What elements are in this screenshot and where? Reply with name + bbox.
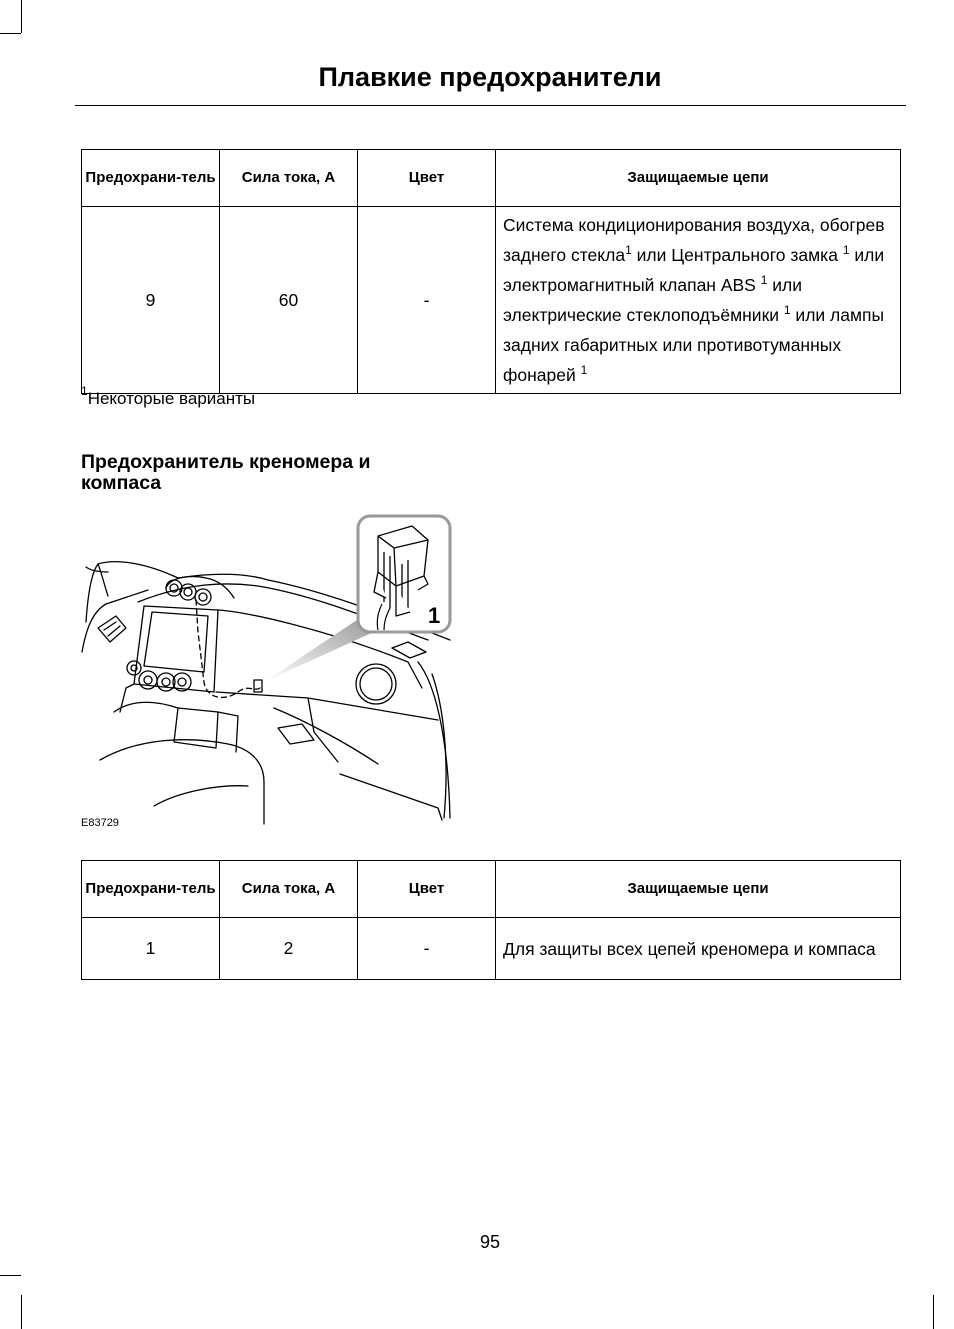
header-circuits: Защищаемые цепи bbox=[496, 150, 901, 207]
header-color: Цвет bbox=[358, 861, 496, 918]
crop-mark bbox=[0, 33, 21, 34]
header-circuits: Защищаемые цепи bbox=[496, 861, 901, 918]
crop-mark bbox=[0, 1275, 21, 1276]
crop-mark bbox=[933, 1295, 934, 1329]
footnote-ref: 1 bbox=[760, 273, 768, 287]
cell-fuse: 1 bbox=[82, 918, 220, 980]
header-current: Сила тока, А bbox=[220, 861, 358, 918]
figure-code: E83729 bbox=[81, 817, 119, 829]
footnote-ref: 1 bbox=[842, 243, 850, 257]
footnote-marker: 1 bbox=[81, 384, 88, 398]
section-heading: Предохранитель креномера и компаса bbox=[81, 451, 371, 494]
footnote-ref: 1 bbox=[625, 243, 632, 257]
cell-color: - bbox=[358, 207, 496, 394]
circuits-text: Система кондиционирования воздуха, обогрев заднего стекла bbox=[503, 215, 885, 265]
crop-mark bbox=[21, 1295, 22, 1329]
footnote-ref: 1 bbox=[580, 363, 588, 377]
cell-circuits: Для защиты всех цепей креномера и компаса bbox=[496, 918, 901, 980]
header-fuse: Предохрани-тель bbox=[82, 150, 220, 207]
table-row bbox=[82, 918, 901, 980]
header-current: Сила тока, А bbox=[220, 150, 358, 207]
crop-mark bbox=[21, 0, 22, 33]
table-row bbox=[82, 207, 901, 394]
page-number: 95 bbox=[479, 1232, 501, 1252]
fuse-table-2 bbox=[81, 860, 901, 980]
circuits-text: или Центрального замка bbox=[631, 245, 843, 265]
cell-circuits bbox=[496, 207, 901, 394]
cell-color: - bbox=[358, 918, 496, 980]
footnote bbox=[81, 384, 256, 409]
callout-number: 1 bbox=[428, 603, 441, 628]
header-fuse: Предохрани-тель bbox=[82, 861, 220, 918]
circuits-text: или лампы задних габаритных или противотуманных фонарей bbox=[503, 305, 885, 385]
cell-current: 2 bbox=[220, 918, 358, 980]
footnote-ref: 1 bbox=[783, 303, 791, 317]
dashboard-illustration bbox=[78, 512, 458, 830]
fuse-table-1 bbox=[81, 149, 901, 394]
cell-fuse: 9 bbox=[82, 207, 220, 394]
table-header-row bbox=[82, 150, 901, 207]
header-color: Цвет bbox=[358, 150, 496, 207]
page-title: Плавкие предохранители bbox=[318, 62, 662, 92]
table-header-row bbox=[82, 861, 901, 918]
circuits-text: или электромагнитный клапан ABS bbox=[503, 245, 885, 295]
cell-current: 60 bbox=[220, 207, 358, 394]
circuits-text: или электрические стеклоподъёмники bbox=[503, 275, 803, 325]
footnote-text: Некоторые варианты bbox=[87, 389, 256, 408]
title-rule bbox=[75, 105, 906, 106]
